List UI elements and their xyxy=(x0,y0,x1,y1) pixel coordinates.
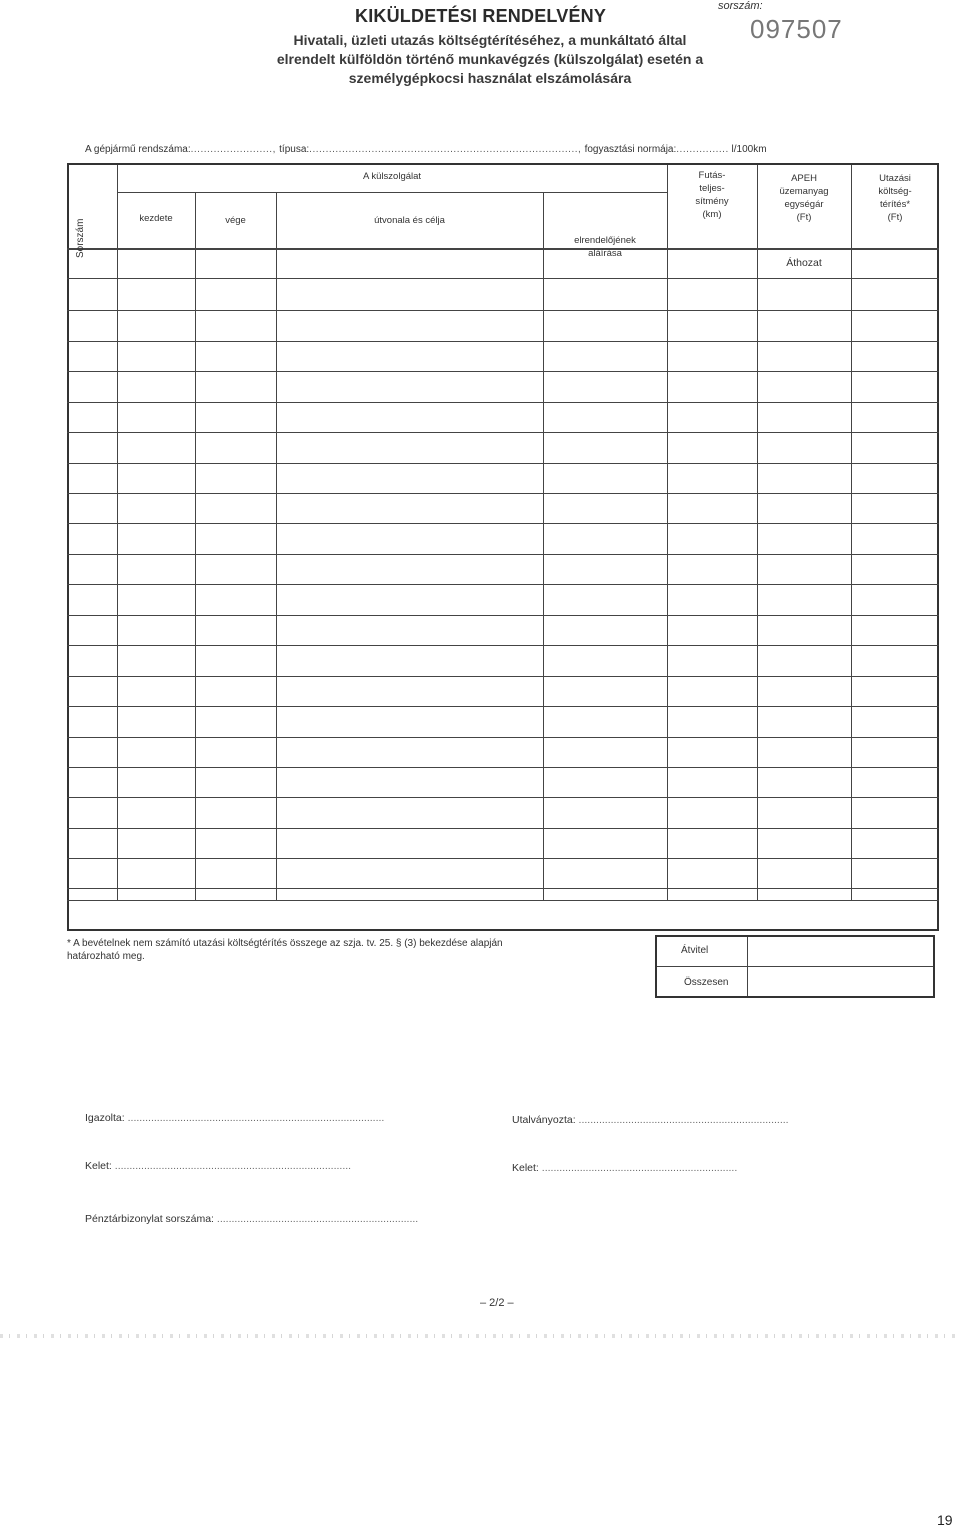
col-header-elrendelo-line2: aláírása xyxy=(588,248,622,259)
table-row-line xyxy=(67,554,939,555)
col-header-utvonala: útvonala és célja xyxy=(374,215,445,226)
penztar-field: Pénztárbizonylat sorszáma: ..................................................................... xyxy=(85,1213,419,1225)
page-number: 19 xyxy=(937,1512,953,1528)
col-header-apeh-line1: APEH xyxy=(791,173,817,184)
table-row-line xyxy=(67,371,939,372)
col-header-futas-line3: sítmény xyxy=(695,196,729,207)
col-header-vege: vége xyxy=(225,215,246,226)
utalvanyozta-field: Utalványozta: ........................................................................ xyxy=(512,1114,789,1126)
table-row-line xyxy=(67,797,939,798)
table-row-line xyxy=(67,310,939,311)
athozat-row-line xyxy=(67,278,939,279)
table-row-line xyxy=(67,584,939,585)
serial-label: sorszám: xyxy=(718,0,763,12)
kelet-right-field: Kelet: ................................................................... xyxy=(512,1162,738,1174)
col-divider xyxy=(543,192,544,900)
col-header-utazasi-line1: Utazási xyxy=(879,173,911,184)
header-bottom-line xyxy=(67,248,939,250)
col-header-apeh-line3: egységár xyxy=(784,199,824,210)
col-header-elrendelo-line1: elrendelőjének xyxy=(574,235,636,246)
table-row-line xyxy=(67,463,939,464)
vehicle-info-line: A gépjármű rendszáma:........................., típusa:.................................................................................., fogyasztási normája:................ l/100km xyxy=(85,144,767,155)
col-header-futas xyxy=(667,169,757,221)
col-header-elrendelo xyxy=(543,234,667,260)
totals-col-divider xyxy=(747,937,748,996)
col-header-apeh xyxy=(757,172,851,224)
subtitle-line-3: személygépkocsi használat elszámolására xyxy=(348,70,632,86)
table-row-line xyxy=(67,341,939,342)
penztar-label: Pénztárbizonylat sorszáma: xyxy=(85,1213,214,1225)
col-header-futas-line2: teljes- xyxy=(699,183,725,194)
table-row-line xyxy=(67,523,939,524)
table-row-line xyxy=(67,900,939,901)
col-header-sorszam: Sorszám xyxy=(75,218,86,258)
col-header-futas-line1: Futás- xyxy=(698,170,726,181)
table-row-line xyxy=(67,645,939,646)
table-row-line xyxy=(67,888,939,889)
table-row-line xyxy=(67,737,939,738)
col-header-utazasi-line3: térítés* xyxy=(879,199,911,210)
table-row-line xyxy=(67,676,939,677)
table-row-line xyxy=(67,767,939,768)
utalvanyozta-label: Utalványozta: xyxy=(512,1114,576,1126)
col-header-apeh-line2: üzemanyag xyxy=(779,186,829,197)
group-header-divider xyxy=(117,192,667,193)
col-header-group: A külszolgálat xyxy=(362,171,422,182)
footnote xyxy=(67,937,657,963)
col-header-kezdete: kezdete xyxy=(139,213,173,224)
kelet-right-label: Kelet: xyxy=(512,1162,539,1174)
plate-label: A gépjármű rendszáma: xyxy=(85,144,191,155)
col-header-utazasi xyxy=(851,172,939,224)
igazolta-field: Igazolta: ........................................................................................ xyxy=(85,1112,385,1124)
table-row-line xyxy=(67,858,939,859)
page-indicator: – 2/2 – xyxy=(480,1297,514,1309)
col-header-futas-line4: (km) xyxy=(702,209,722,220)
type-label: típusa: xyxy=(279,144,310,155)
totals-box xyxy=(655,935,935,998)
igazolta-label: Igazolta: xyxy=(85,1112,125,1124)
col-divider xyxy=(195,192,196,900)
footnote-line1: * A bevételnek nem számító utazási költségtérítés összege az szja. tv. 25. § (3) bekezdése alapján xyxy=(67,938,503,949)
footnote-line2: határozható meg. xyxy=(67,951,145,962)
table-row-line xyxy=(67,828,939,829)
serial-number: 097507 xyxy=(750,14,843,44)
subtitle-line-1: Hivatali, üzleti utazás költségtérítéséhez, a munkáltató által xyxy=(293,32,687,48)
col-header-utazasi-line2: költség- xyxy=(878,186,912,197)
kelet-left-field: Kelet: ................................................................................. xyxy=(85,1160,352,1172)
col-divider xyxy=(117,165,118,900)
table-row-line xyxy=(67,706,939,707)
kelet-left-label: Kelet: xyxy=(85,1160,112,1172)
col-header-utazasi-line4: (Ft) xyxy=(887,212,903,223)
table-row-line xyxy=(67,493,939,494)
col-divider xyxy=(757,165,758,900)
consumption-unit: l/100km xyxy=(731,144,767,155)
totals-divider xyxy=(657,966,933,967)
table-row-line xyxy=(67,402,939,403)
subtitle-line-2: elrendelt külföldön történő munkavégzés (külszolgálat) esetén a xyxy=(276,51,704,67)
scan-noise xyxy=(0,1334,960,1338)
document-title: KIKÜLDETÉSI RENDELVÉNY xyxy=(355,6,607,26)
table-row-line xyxy=(67,432,939,433)
col-divider xyxy=(851,165,852,900)
osszesen-label: Összesen xyxy=(684,977,729,988)
atvitel-label: Átvitel xyxy=(681,945,709,956)
col-divider xyxy=(276,192,277,900)
consumption-label: fogyasztási normája: xyxy=(584,144,677,155)
table-row-line xyxy=(67,615,939,616)
athozat-label: Áthozat xyxy=(786,257,822,269)
col-header-apeh-line4: (Ft) xyxy=(796,212,812,223)
col-divider xyxy=(667,165,668,900)
